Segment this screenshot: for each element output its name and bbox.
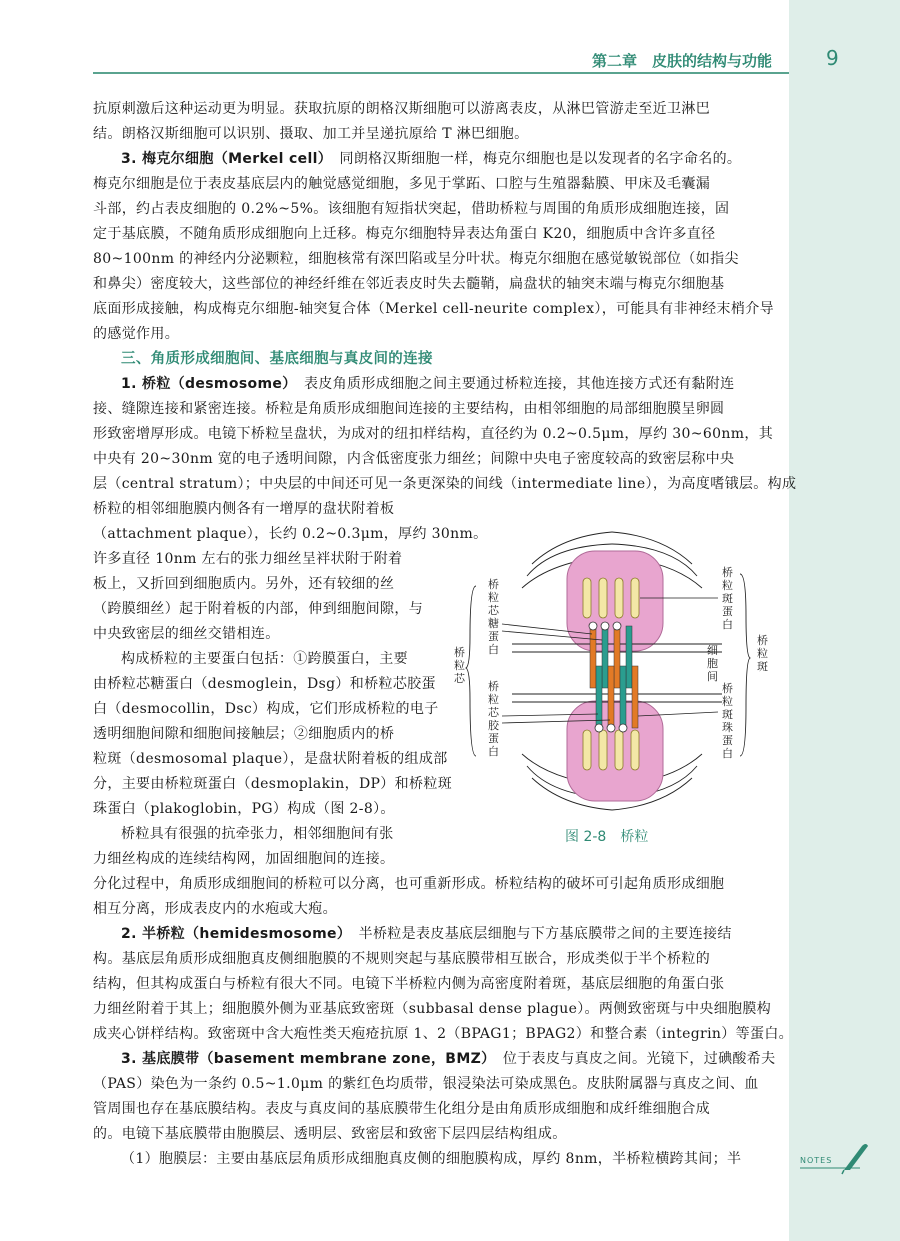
- text-line: 板上，又折回到细胞质内。另外，还有较细的丝: [93, 576, 395, 592]
- text-line: 底面形成接触，构成梅克尔细胞-轴突复合体（Merkel cell-neurite complex），可能具有非神经末梢介导: [93, 301, 774, 317]
- text-line: 形致密增厚形成。电镜下桥粒呈盘状，为成对的纽扣样结构，直径约为 0.2~0.5μm，厚约 30~60nm，其: [93, 426, 774, 442]
- text-line: 管周围也存在基底膜结构。表皮与真皮间的基底膜带生化组分是由角质形成细胞和成纤维细胞合成: [93, 1101, 711, 1117]
- text-line: 层（central stratum）；中央层的中间还可见一条更深染的间线（intermediate line），为高度嗜锇层。构成: [93, 476, 797, 492]
- text-line: 许多直径 10nm 左右的张力细丝呈袢状附于附着: [93, 551, 403, 567]
- text-line: 分化过程中，角质形成细胞间的桥粒可以分离，也可重新形成。桥粒结构的破坏可引起角质形成细胞: [93, 876, 725, 892]
- text-line: 抗原刺激后这种运动更为明显。获取抗原的朗格汉斯细胞可以游离表皮，从淋巴管游走至近卫淋巴: [93, 101, 711, 117]
- text-line: [121, 922, 732, 947]
- notes-mark: [800, 1140, 870, 1180]
- term-bmz: 3. 基底膜带（basement membrane zone，BMZ）: [121, 1051, 489, 1067]
- text-line: 中央有 20~30nm 宽的电子透明间隙，内含低密度张力细丝；间隙中央电子密度较高的致密层称中央: [93, 451, 735, 467]
- label-desmoplakin: 桥粒斑蛋白: [722, 566, 733, 631]
- text-line: 和鼻尖）密度较大，这些部位的神经纤维在邻近表皮时失去髓鞘，扁盘状的轴突末端与梅克尔细胞基: [93, 276, 725, 292]
- text-line: （PAS）染色为一条约 0.5~1.0μm 的紫红色均质带，银浸染法可染成黑色。皮肤附属器与真皮之间、血: [93, 1076, 759, 1092]
- text-span: 同朗格汉斯细胞一样，梅克尔细胞也是以发现者的名字命名的。: [339, 151, 742, 167]
- header-rule: [93, 72, 789, 74]
- text-line: 白（desmocollin，Dsc）构成，它们形成桥粒的电子: [93, 701, 439, 717]
- text-line: 的。电镜下基底膜带由胞膜层、透明层、致密层和致密下层四层结构组成。: [93, 1126, 567, 1142]
- text-line: 相互分离，形成表皮内的水疱或大疱。: [93, 901, 337, 917]
- text-span: 表皮角质形成细胞之间主要通过桥粒连接，其他连接方式还有黏附连: [303, 376, 735, 392]
- left-bracket: [466, 586, 476, 756]
- section-heading: 三、角质形成细胞间、基底细胞与真皮间的连接: [121, 351, 433, 367]
- desmosome-diagram: [452, 516, 782, 826]
- term-hemidesmosome: 2. 半桥粒（hemidesmosome）: [121, 926, 345, 942]
- figure-caption: 图 2-8 桥粒: [565, 829, 649, 845]
- text-line: 粒斑（desmosomal plaque），是盘状附着板的组成部: [93, 751, 448, 767]
- pen-icon: [800, 1140, 870, 1180]
- page-number: 9: [826, 46, 839, 70]
- term-merkel-cell: 3. 梅克尔细胞（Merkel cell）: [121, 151, 326, 167]
- text-line: （跨膜细丝）起于附着板的内部，伸到细胞间隙，与: [93, 601, 424, 617]
- text-line: 构成桥粒的主要蛋白包括：①跨膜蛋白，主要: [121, 651, 408, 667]
- chapter-title: 第二章 皮肤的结构与功能: [591, 52, 772, 70]
- text-line: 结。朗格汉斯细胞可以识别、摄取、加工并呈递抗原给 T 淋巴细胞。: [93, 126, 529, 142]
- text-span: 位于表皮与真皮之间。光镜下，过碘酸希夫: [502, 1051, 776, 1067]
- text-line: 珠蛋白（plakoglobin，PG）构成（图 2-8）。: [93, 801, 395, 817]
- text-line: 结构，但其构成蛋白与桥粒有很大不同。电镜下半桥粒内侧为高密度附着斑，基底层细胞的角蛋白张: [93, 976, 725, 992]
- text-line: 成夹心饼样结构。致密斑中含大疱性类天疱疮抗原 1、2（BPAG1；BPAG2）和整合素（integrin）等蛋白。: [93, 1026, 794, 1042]
- text-line: 力细丝附着于其上；细胞膜外侧为亚基底致密斑（subbasal dense plague）。两侧致密斑与中央细胞膜构: [93, 1001, 772, 1017]
- text-line: 斗部，约占表皮细胞的 0.2%~5%。该细胞有短指状突起，借助桥粒与周围的角质形成细胞连接，固: [93, 201, 730, 217]
- label-core: 桥粒芯: [454, 646, 465, 685]
- label-plaque: 桥粒斑: [757, 634, 768, 673]
- text-line: 力细丝构成的连续结构网，加固细胞间的连接。: [93, 851, 395, 867]
- text-line: （attachment plaque），长约 0.2~0.3μm，厚约 30nm。: [93, 526, 488, 542]
- text-span: 半桥粒是表皮基底层细胞与下方基底膜带之间的主要连接结: [358, 926, 732, 942]
- text-line: [121, 147, 741, 172]
- text-line: [121, 372, 734, 397]
- text-line: 桥粒的相邻细胞膜内侧各有一增厚的盘状附着板: [93, 501, 395, 517]
- text-line: 接、缝隙连接和紧密连接。桥粒是角质形成细胞间连接的主要结构，由相邻细胞的局部细胞膜呈卵圆: [93, 401, 725, 417]
- text-line: 定于基底膜，不随角质形成细胞向上迁移。梅克尔细胞特异表达角蛋白 K20，细胞质中含许多直径: [93, 226, 716, 242]
- text-line: 透明细胞间隙和细胞间接触层；②细胞质内的桥: [93, 726, 395, 742]
- label-desmoglein: 桥粒芯糖蛋白: [488, 578, 499, 656]
- notes-margin-band: [789, 0, 900, 1241]
- text-line: 分，主要由桥粒斑蛋白（desmoplakin，DP）和桥粒斑: [93, 776, 453, 792]
- right-bracket: [740, 574, 750, 756]
- text-line: 80~100nm 的神经内分泌颗粒，细胞核常有深凹陷或呈分叶状。梅克尔细胞在感觉敏锐部位（如指尖: [93, 251, 739, 267]
- text-line: 梅克尔细胞是位于表皮基底层内的触觉感觉细胞，多见于掌跖、口腔与生殖器黏膜、甲床及毛囊漏: [93, 176, 711, 192]
- text-line: 中央致密层的细丝交错相连。: [93, 626, 280, 642]
- label-desmocollin: 桥粒芯胶蛋白: [488, 680, 499, 758]
- text-line: 桥粒具有很强的抗牵张力，相邻细胞间有张: [121, 826, 394, 842]
- text-line: [121, 1047, 775, 1072]
- label-intercellular: 细胞间: [707, 644, 718, 683]
- text-line: （1）胞膜层：主要由基底层角质形成细胞真皮侧的细胞膜构成，厚约 8nm，半桥粒横跨其间；半: [121, 1151, 742, 1167]
- text-line: 构。基底层角质形成细胞真皮侧细胞膜的不规则突起与基底膜带相互嵌合，形成类似于半个桥粒的: [93, 951, 711, 967]
- text-line: 的感觉作用。: [93, 326, 180, 342]
- notes-label: NOTES: [800, 1156, 833, 1165]
- label-plakoglobin: 桥粒斑珠蛋白: [722, 682, 733, 760]
- text-line: 由桥粒芯糖蛋白（desmoglein，Dsg）和桥粒芯胶蛋: [93, 676, 436, 692]
- term-desmosome: 1. 桥粒（desmosome）: [121, 376, 290, 392]
